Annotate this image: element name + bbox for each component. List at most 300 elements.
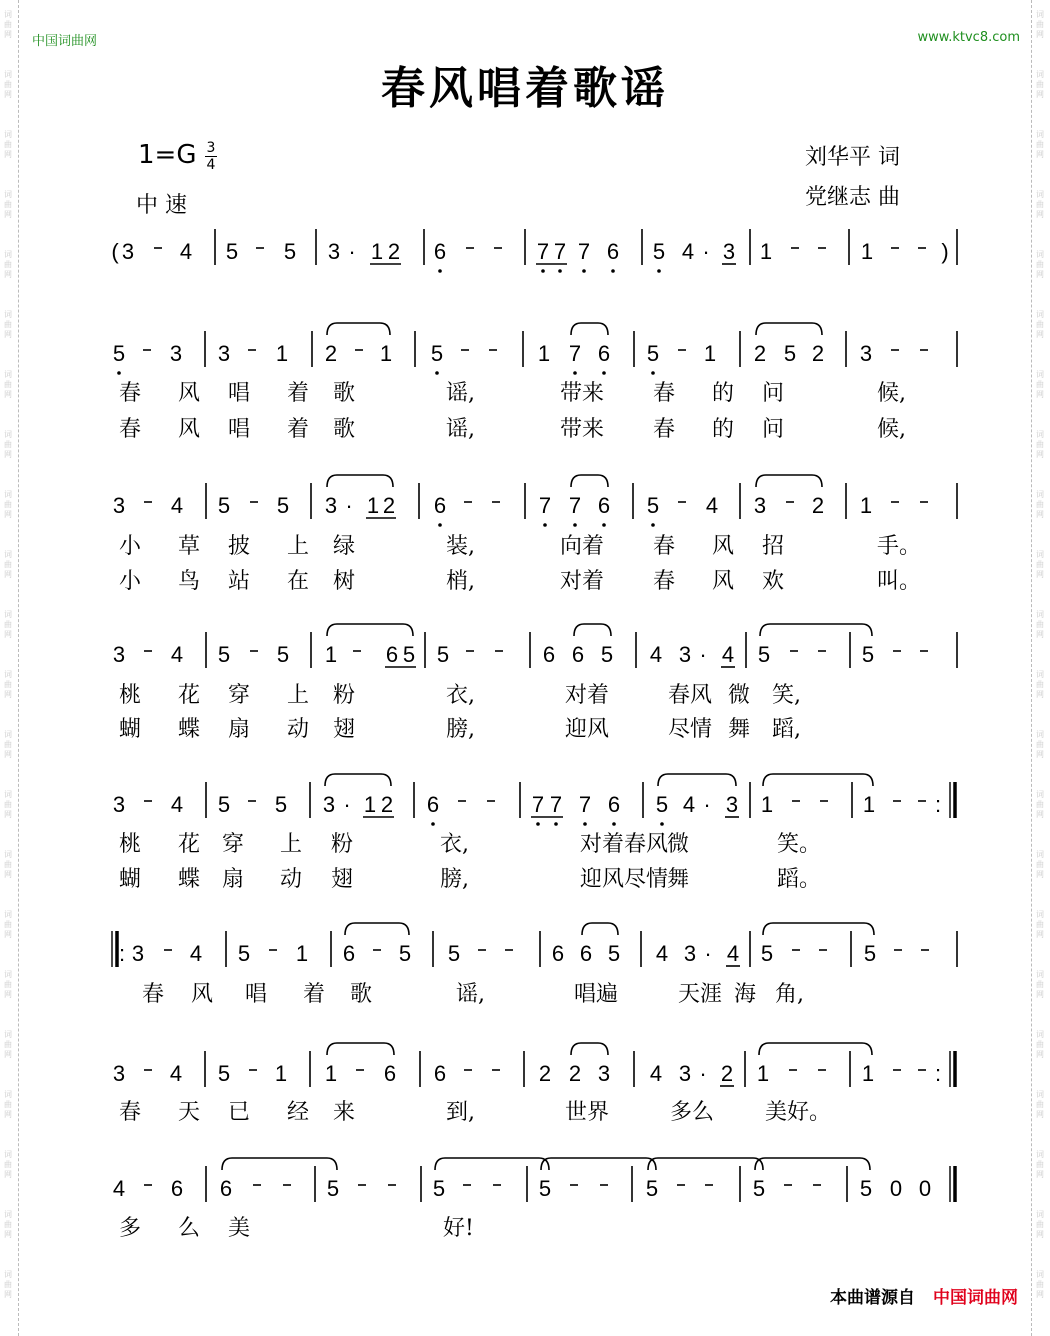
octave-dot-low — [651, 523, 655, 527]
note-5: 5 — [326, 1176, 340, 1201]
note-4: 4 — [112, 1176, 126, 1201]
note-5: 5 — [276, 642, 290, 667]
note-:: : — [934, 792, 942, 817]
lyric-word: 扇 — [222, 867, 245, 892]
note-2: 2 — [753, 341, 767, 366]
note-2: 2 — [324, 341, 338, 366]
octave-dot-low — [536, 822, 540, 826]
watermark-text: 词 曲 网 — [1036, 670, 1044, 699]
note-1: 1 — [324, 642, 338, 667]
lyric-word: 装, — [446, 534, 475, 559]
note-4: 4 — [170, 493, 184, 518]
footer-source-label: 本曲谱源自 — [830, 1288, 915, 1308]
lyric-word: 粉 — [331, 832, 354, 857]
lyric-word: 风 — [191, 982, 214, 1007]
lyric-word: 春 — [119, 1100, 142, 1125]
lyric-word: 小 — [119, 534, 142, 559]
note-·: · — [345, 493, 353, 518]
note-6: 6 — [597, 493, 611, 518]
lyric-word: 对着 — [560, 569, 605, 594]
note-4: 4 — [655, 941, 669, 966]
note-1: 1 — [756, 1061, 770, 1086]
octave-dot-low — [657, 269, 661, 273]
note-6: 6 — [385, 642, 399, 667]
note-5: 5 — [398, 941, 412, 966]
note-2: 2 — [811, 341, 825, 366]
lyric-word: 穿 — [228, 683, 251, 708]
note-5: 5 — [276, 493, 290, 518]
note-·: · — [699, 642, 707, 667]
lyric-word: 舞 — [667, 867, 690, 892]
lyric-word: 蹈。 — [777, 867, 822, 892]
note-3: 3 — [683, 941, 697, 966]
note-6: 6 — [426, 792, 440, 817]
tempo-marking: 中 速 — [136, 193, 187, 218]
note-4: 4 — [170, 642, 184, 667]
lyric-word: 膀, — [440, 867, 469, 892]
slur-tie — [541, 1158, 656, 1170]
lyric-word: 问 — [762, 381, 785, 406]
lyric-word: 披 — [228, 534, 251, 559]
lyric-word: 春 — [119, 381, 142, 406]
octave-dot-low — [582, 269, 586, 273]
lyric-word: 着 — [303, 982, 326, 1007]
note-1: 1 — [324, 1061, 338, 1086]
note-·: · — [348, 239, 356, 264]
slur-tie — [756, 475, 822, 487]
note-(: ( — [111, 239, 119, 264]
slur-tie — [327, 624, 413, 636]
note-3: 3 — [217, 341, 231, 366]
note-1: 1 — [859, 493, 873, 518]
lyric-word: 小 — [119, 569, 142, 594]
octave-dot-low — [438, 523, 442, 527]
note-7: 7 — [536, 239, 550, 264]
lyric-word: 草 — [178, 534, 201, 559]
note-1: 1 — [366, 493, 380, 518]
lyric-word: 谣, — [446, 417, 475, 442]
watermark-text: 词 曲 网 — [1036, 1090, 1044, 1119]
note-5: 5 — [646, 493, 660, 518]
lyric-word: 歌 — [333, 381, 356, 406]
lyric-word: 候, — [877, 381, 906, 406]
composer-credit: 党继志 曲 — [805, 185, 900, 210]
lyric-word: 叫。 — [877, 569, 922, 594]
slur-tie — [571, 475, 608, 487]
note-4: 4 — [681, 239, 695, 264]
octave-dot-low — [117, 371, 121, 375]
note-2: 2 — [568, 1061, 582, 1086]
lyric-word: 好! — [443, 1216, 474, 1241]
lyric-word: 多么 — [670, 1100, 715, 1125]
watermark-text: 词 曲 网 — [4, 250, 12, 279]
note-1: 1 — [274, 1061, 288, 1086]
lyric-word: 粉 — [333, 683, 356, 708]
note-7: 7 — [553, 239, 567, 264]
watermark-text: 词 曲 网 — [1036, 130, 1044, 159]
lyric-word: 上 — [280, 832, 303, 857]
watermark-text: 词 曲 网 — [4, 1270, 12, 1299]
lyric-word: 风 — [178, 381, 201, 406]
note-5: 5 — [225, 239, 239, 264]
note-5: 5 — [447, 941, 461, 966]
lyric-word: 微 — [728, 683, 751, 708]
slur-tie — [763, 774, 873, 786]
lyric-word: 扇 — [228, 717, 251, 742]
note-4: 4 — [649, 1061, 663, 1086]
slur-tie — [756, 323, 822, 335]
note-6: 6 — [433, 239, 447, 264]
watermark-text: 词 曲 网 — [4, 850, 12, 879]
note-6: 6 — [433, 1061, 447, 1086]
slur-tie — [345, 923, 409, 935]
watermark-text: 词 曲 网 — [1036, 190, 1044, 219]
lyric-word: 上 — [287, 683, 310, 708]
note-:: : — [118, 941, 126, 966]
watermark-text: 词 曲 网 — [4, 670, 12, 699]
note-1: 1 — [759, 239, 773, 264]
lyric-word: 谣, — [456, 982, 485, 1007]
note-5: 5 — [217, 493, 231, 518]
lyric-word: 招 — [762, 534, 785, 559]
note-7: 7 — [549, 792, 563, 817]
note-1: 1 — [861, 1061, 875, 1086]
lyric-word: 动 — [280, 867, 303, 892]
slur-tie — [658, 774, 736, 786]
slur-tie — [327, 475, 393, 487]
note-3: 3 — [725, 792, 739, 817]
lyric-word: 歌 — [350, 982, 373, 1007]
watermark-text: 词 曲 网 — [4, 730, 12, 759]
lyric-word: 春 — [653, 534, 676, 559]
note-:: : — [934, 1061, 942, 1086]
note-3: 3 — [324, 493, 338, 518]
watermark-text: 词 曲 网 — [1036, 310, 1044, 339]
lyric-word: 梢, — [446, 569, 475, 594]
watermark-text: 词 曲 网 — [4, 1090, 12, 1119]
note-3: 3 — [753, 493, 767, 518]
note-5: 5 — [430, 341, 444, 366]
slur-tie — [571, 1043, 608, 1055]
lyric-word: 的 — [712, 381, 735, 406]
note-5: 5 — [217, 1061, 231, 1086]
watermark-text: 词 曲 网 — [4, 610, 12, 639]
note-1: 1 — [860, 239, 874, 264]
watermark-text: 词 曲 网 — [1036, 730, 1044, 759]
lyric-word: 翅 — [333, 717, 356, 742]
lyric-word: 绿 — [333, 534, 356, 559]
note-3: 3 — [678, 1061, 692, 1086]
lyric-word: 的 — [712, 417, 735, 442]
site-url-right: www.ktvc8.com — [917, 30, 1020, 45]
watermark-text: 词 曲 网 — [1036, 610, 1044, 639]
note-5: 5 — [283, 239, 297, 264]
note-3: 3 — [722, 239, 736, 264]
slur-tie — [760, 624, 872, 636]
slur-tie — [327, 1043, 394, 1055]
watermark-text: 词 曲 网 — [1036, 790, 1044, 819]
lyric-word: 蝶 — [178, 867, 201, 892]
watermark-text: 词 曲 网 — [4, 1210, 12, 1239]
note-3: 3 — [169, 341, 183, 366]
lyric-word: 唱遍 — [574, 982, 619, 1007]
lyric-word: 桃 — [119, 683, 142, 708]
watermark-text: 词 曲 网 — [1036, 370, 1044, 399]
lyric-word: 风 — [712, 569, 735, 594]
site-name-left: 中国词曲网 — [32, 34, 98, 49]
lyric-word: 歌 — [333, 417, 356, 442]
watermark-text: 词 曲 网 — [4, 70, 12, 99]
note-4: 4 — [726, 941, 740, 966]
note-5: 5 — [607, 941, 621, 966]
watermark-text: 词 曲 网 — [1036, 250, 1044, 279]
watermark-text: 词 曲 网 — [4, 1150, 12, 1179]
note-5: 5 — [274, 792, 288, 817]
note-5: 5 — [646, 341, 660, 366]
watermark-text: 词 曲 网 — [1036, 550, 1044, 579]
note-3: 3 — [678, 642, 692, 667]
note-4: 4 — [721, 642, 735, 667]
lyric-word: 么 — [178, 1216, 201, 1241]
lyric-word: 春 — [119, 417, 142, 442]
lyric-word: 蹈, — [772, 717, 801, 742]
watermark-text: 词 曲 网 — [1036, 850, 1044, 879]
note-3: 3 — [327, 239, 341, 264]
lyric-word: 问 — [762, 417, 785, 442]
lyric-word: 翅 — [331, 867, 354, 892]
octave-dot-low — [554, 822, 558, 826]
lyric-word: 谣, — [446, 381, 475, 406]
octave-dot-low — [583, 822, 587, 826]
note-3: 3 — [322, 792, 336, 817]
octave-dot-low — [573, 371, 577, 375]
note-5: 5 — [859, 1176, 873, 1201]
note-3: 3 — [859, 341, 873, 366]
note-1: 1 — [760, 792, 774, 817]
lyric-word: 唱 — [228, 381, 251, 406]
lyric-word: 唱 — [228, 417, 251, 442]
lyric-word: 衣, — [446, 683, 475, 708]
watermark-text: 词 曲 网 — [1036, 1030, 1044, 1059]
watermark-text: 词 曲 网 — [4, 550, 12, 579]
time-signature-bottom: 4 — [206, 157, 216, 173]
lyric-word: 向着 — [560, 534, 605, 559]
note-7: 7 — [577, 239, 591, 264]
octave-dot-low — [438, 269, 442, 273]
lyric-word: 风 — [178, 417, 201, 442]
note-7: 7 — [531, 792, 545, 817]
lyric-word: 欢 — [762, 569, 785, 594]
octave-dot-low — [543, 523, 547, 527]
note-2: 2 — [382, 493, 396, 518]
note-2: 2 — [387, 239, 401, 264]
note-5: 5 — [112, 341, 126, 366]
slur-tie — [763, 923, 874, 935]
watermark-text: 词 曲 网 — [1036, 70, 1044, 99]
lyric-word: 风 — [712, 534, 735, 559]
lyric-word: 动 — [287, 717, 310, 742]
lyric-word: 带来 — [560, 417, 605, 442]
note-6: 6 — [542, 642, 556, 667]
note-4: 4 — [179, 239, 193, 264]
note-4: 4 — [170, 792, 184, 817]
note-6: 6 — [170, 1176, 184, 1201]
watermark-text: 词 曲 网 — [1036, 490, 1044, 519]
slur-tie — [574, 624, 611, 636]
lyric-word: 春 — [653, 417, 676, 442]
watermark-text: 词 曲 网 — [1036, 1210, 1044, 1239]
lyric-word: 蝴 — [119, 717, 142, 742]
note-5: 5 — [436, 642, 450, 667]
watermark-text: 词 曲 网 — [1036, 1270, 1044, 1299]
watermark-text: 词 曲 网 — [1036, 430, 1044, 459]
note-6: 6 — [219, 1176, 233, 1201]
lyric-word: 来 — [333, 1100, 356, 1125]
lyric-word: 天 — [178, 1100, 201, 1125]
lyric-word: 春 — [653, 569, 676, 594]
note-6: 6 — [571, 642, 585, 667]
slur-tie — [755, 1158, 870, 1170]
lyric-word: 尽情 — [668, 717, 713, 742]
octave-dot-low — [435, 371, 439, 375]
watermark-text: 词 曲 网 — [1036, 910, 1044, 939]
lyric-word: 树 — [333, 569, 356, 594]
watermark-text: 词 曲 网 — [4, 430, 12, 459]
lyric-word: 鸟 — [178, 569, 201, 594]
song-title: 春风唱着歌谣 — [381, 63, 669, 114]
lyric-word: 已 — [228, 1100, 251, 1125]
note-3: 3 — [112, 642, 126, 667]
slur-tie — [582, 923, 618, 935]
octave-dot-low — [611, 269, 615, 273]
key-signature: 1=G — [138, 140, 197, 170]
note-5: 5 — [652, 239, 666, 264]
lyric-word: 迎风尽情 — [580, 867, 669, 892]
note-6: 6 — [579, 941, 593, 966]
note-·: · — [704, 941, 712, 966]
lyric-word: 到, — [446, 1100, 475, 1125]
octave-dot-low — [541, 269, 545, 273]
lyric-word: 花 — [178, 832, 201, 857]
slur-tie — [435, 1158, 549, 1170]
slur-tie — [648, 1158, 763, 1170]
time-signature-top: 3 — [206, 140, 216, 156]
watermark-text: 词 曲 网 — [4, 1030, 12, 1059]
note-4: 4 — [705, 493, 719, 518]
note-6: 6 — [597, 341, 611, 366]
lyric-word: 衣, — [440, 832, 469, 857]
lyric-word: 在 — [287, 569, 310, 594]
lyric-word: 海 — [734, 982, 757, 1007]
watermark-text: 词 曲 网 — [4, 370, 12, 399]
lyric-word: 美好。 — [765, 1100, 832, 1125]
lyric-word: 世界 — [565, 1100, 610, 1125]
lyric-word: 上 — [287, 534, 310, 559]
note-0: 0 — [889, 1176, 903, 1201]
lyric-word: 笑。 — [777, 832, 822, 857]
note-5: 5 — [655, 792, 669, 817]
note-4: 4 — [649, 642, 663, 667]
lyric-word: 蝶 — [178, 717, 201, 742]
note-4: 4 — [682, 792, 696, 817]
note-): ) — [941, 239, 949, 264]
note-3: 3 — [112, 792, 126, 817]
lyric-word: 手。 — [877, 534, 922, 559]
octave-dot-low — [612, 822, 616, 826]
lyric-word: 站 — [228, 569, 251, 594]
watermark-text: 词 曲 网 — [4, 10, 12, 39]
octave-dot-low — [660, 822, 664, 826]
note-1: 1 — [537, 341, 551, 366]
watermark-text: 词 曲 网 — [4, 790, 12, 819]
lyric-word: 对着 — [565, 683, 610, 708]
note-7: 7 — [538, 493, 552, 518]
lyric-word: 经 — [287, 1100, 310, 1125]
note-1: 1 — [275, 341, 289, 366]
note-5: 5 — [237, 941, 251, 966]
note-7: 7 — [568, 493, 582, 518]
slur-tie — [571, 323, 608, 335]
note-6: 6 — [433, 493, 447, 518]
lyric-word: 春 — [142, 982, 165, 1007]
watermark-text: 词 曲 网 — [4, 910, 12, 939]
note-6: 6 — [383, 1061, 397, 1086]
note-6: 6 — [342, 941, 356, 966]
note-2: 2 — [720, 1061, 734, 1086]
watermark-text: 词 曲 网 — [1036, 10, 1044, 39]
watermark-text: 词 曲 网 — [1036, 970, 1044, 999]
note-5: 5 — [600, 642, 614, 667]
slur-tie — [222, 1158, 337, 1170]
note-1: 1 — [703, 341, 717, 366]
slur-tie — [325, 774, 391, 786]
note-7: 7 — [568, 341, 582, 366]
note-6: 6 — [551, 941, 565, 966]
note-2: 2 — [538, 1061, 552, 1086]
watermark-text: 词 曲 网 — [4, 310, 12, 339]
lyric-word: 迎风 — [565, 717, 610, 742]
lyric-word: 带来 — [560, 381, 605, 406]
note-3: 3 — [112, 1061, 126, 1086]
lyric-word: 微 — [667, 832, 690, 857]
lyricist-credit: 刘华平 词 — [805, 145, 900, 170]
note-·: · — [702, 239, 710, 264]
note-5: 5 — [760, 941, 774, 966]
note-5: 5 — [861, 642, 875, 667]
octave-dot-low — [573, 523, 577, 527]
slur-tie — [327, 323, 390, 335]
watermark-text: 词 曲 网 — [4, 490, 12, 519]
note-3: 3 — [131, 941, 145, 966]
note-1: 1 — [363, 792, 377, 817]
lyric-word: 桃 — [119, 832, 142, 857]
lyric-word: 花 — [178, 683, 201, 708]
lyric-word: 春风 — [668, 683, 713, 708]
lyric-word: 天涯 — [678, 982, 723, 1007]
note-5: 5 — [783, 341, 797, 366]
watermark-text: 词 曲 网 — [4, 190, 12, 219]
note-3: 3 — [121, 239, 135, 264]
lyric-word: 多 — [119, 1216, 142, 1241]
lyric-word: 笑, — [772, 683, 801, 708]
lyric-word: 舞 — [728, 717, 751, 742]
note-5: 5 — [752, 1176, 766, 1201]
note-1: 1 — [295, 941, 309, 966]
note-5: 5 — [645, 1176, 659, 1201]
note-5: 5 — [402, 642, 416, 667]
note-·: · — [703, 792, 711, 817]
note-7: 7 — [578, 792, 592, 817]
